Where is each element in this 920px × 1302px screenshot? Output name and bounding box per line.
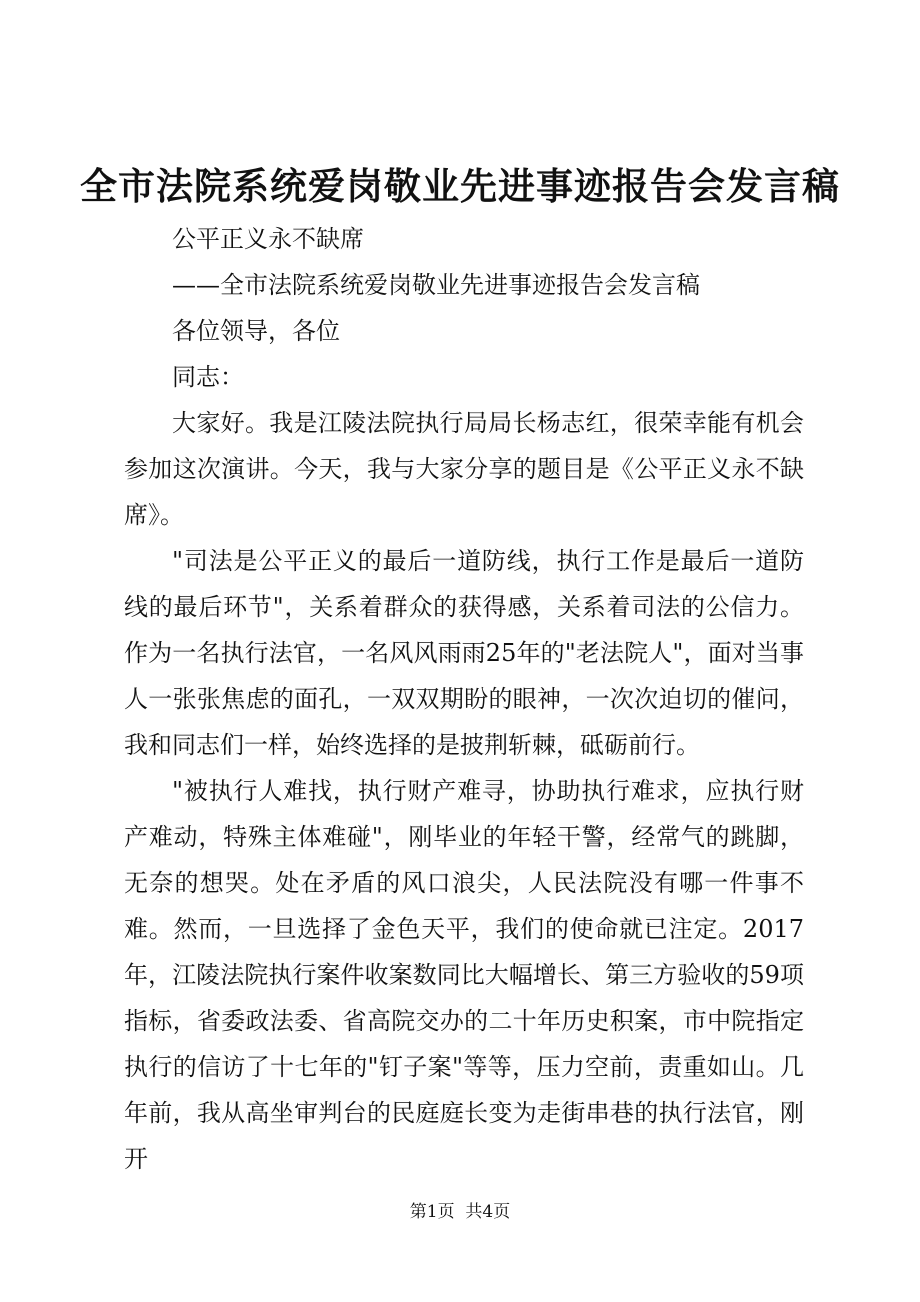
page-footer: [0, 1198, 920, 1226]
document-title: 全市法院系统爱岗敬业先进事迹报告会发言稿: [80, 164, 840, 208]
body-paragraph: 大家好。我是江陵法院执行局局长杨志红，很荣幸能有机会参加这次演讲。今天，我与大家分享的题目是《公平正义永不缺席》。: [124, 409, 804, 529]
page-total: 共4页: [465, 1202, 511, 1222]
page-number: 第1页: [409, 1202, 455, 1222]
greeting-line-2: 同志：: [172, 363, 244, 391]
speech-subtitle: 公平正义永不缺席: [172, 225, 364, 253]
document-body: [124, 216, 804, 1182]
greeting-line-1: 各位领导，各位: [172, 317, 340, 345]
body-paragraph: "被执行人难找，执行财产难寻，协助执行难求，应执行财产难动，特殊主体难碰"，刚毕业的年轻干警，经常气的跳脚，无奈的想哭。处在矛盾的风口浪尖，人民法院没有哪一件事不难。然而，一旦选择了金色天平，我们的使命就已注定。2017年，江陵法院执行案件收案数同比大幅增长、第三方验收的59项指标，省委政法委、省高院交办的二十年历史积案，市中院指定执行的信访了十七年的"钉子案"等等，压力空前，责重如山。几年前，我从高坐审判台的民庭庭长变为走街串巷的执行法官，刚开: [124, 777, 804, 1173]
speech-subtitle-source: ——全市法院系统爱岗敬业先进事迹报告会发言稿: [172, 271, 700, 299]
body-paragraph: "司法是公平正义的最后一道防线，执行工作是最后一道防线的最后环节"，关系着群众的获得感，关系着司法的公信力。作为一名执行法官，一名风风雨雨25年的"老法院人"，面对当事人一张张焦虑的面孔，一双双期盼的眼神，一次次迫切的催问，我和同志们一样，始终选择的是披荆斩棘，砥砺前行。: [124, 547, 804, 759]
